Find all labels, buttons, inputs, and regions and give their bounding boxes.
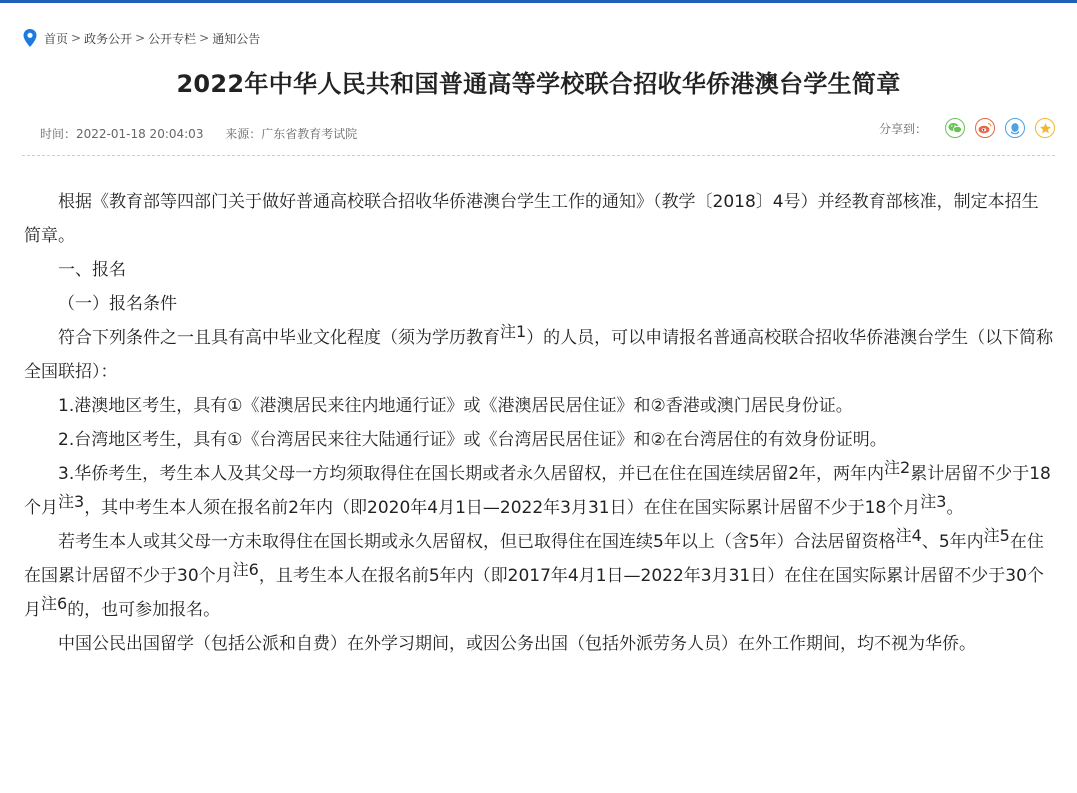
footnote-ref: 注6 xyxy=(232,560,259,579)
text-run: ）的人员，可以申请报名普通高校联合招收华侨港澳台学生（以下简称全国联招）： xyxy=(24,328,1054,382)
wechat-icon[interactable] xyxy=(945,118,965,138)
share-label: 分享到： xyxy=(878,121,927,136)
paragraph-conditions xyxy=(24,321,1054,389)
breadcrumb-home[interactable]: 首页 xyxy=(44,31,69,46)
breadcrumb-separator: > xyxy=(199,31,210,45)
footnote-ref: 注2 xyxy=(884,458,911,477)
text-run: 若考生本人或其父母一方未取得住在国长期或永久居留权，但已取得住在国连续5年以上（含5年）合法居留资格 xyxy=(58,532,896,552)
page-title: 2022年中华人民共和国普通高等学校联合招收华侨港澳台学生简章 xyxy=(176,70,901,98)
top-accent-bar xyxy=(0,0,1077,3)
footnote-ref: 注4 xyxy=(895,526,922,545)
breadcrumb-notices[interactable]: 通知公告 xyxy=(212,31,261,46)
text-run: 的，也可参加报名。 xyxy=(67,600,221,620)
breadcrumb-separator: > xyxy=(71,31,82,45)
breadcrumb-public-column[interactable]: 公开专栏 xyxy=(148,31,197,46)
paragraph-exclusion: 中国公民出国留学（包括公派和自费）在外学习期间，或因公务出国（包括外派劳务人员）在外工作期间，均不视为华侨。 xyxy=(58,634,976,654)
text-run: ，其中考生本人须在报名前2年内（即2020年4月1日—2022年3月31日）在住在国实际累计居留不少于18个月 xyxy=(84,498,921,518)
footnote-ref: 注1 xyxy=(500,322,527,341)
share-bar xyxy=(879,118,1055,138)
footnote-ref: 注6 xyxy=(41,594,68,613)
article-source: 来源：广东省教育考试院 xyxy=(225,127,358,141)
text-run: 、5年内 xyxy=(921,532,984,552)
qzone-icon[interactable] xyxy=(1035,118,1055,138)
text-run: ，且考生本人在报名前5年内（即2017年4月1日—2022年3月31日）在住在国实际累计居留不少于30个月 xyxy=(24,566,1044,620)
header-divider xyxy=(22,155,1055,156)
article-meta xyxy=(40,125,375,142)
footnote-ref: 注3 xyxy=(920,492,947,511)
paragraph-taiwan: 2.台湾地区考生，具有①《台湾居民来往大陆通行证》或《台湾居民居住证》和②在台湾居住的有效身份证明。 xyxy=(58,430,887,450)
paragraph-intro: 根据《教育部等四部门关于做好普通高校联合招收华侨港澳台学生工作的通知》（教学〔2018〕4号）并经教育部核准，制定本招生简章。 xyxy=(24,192,1039,246)
footnote-ref: 注5 xyxy=(983,526,1010,545)
section-heading: 一、报名 xyxy=(58,260,126,280)
location-pin-icon xyxy=(22,28,38,48)
breadcrumb xyxy=(22,28,260,48)
qq-icon[interactable] xyxy=(1005,118,1025,138)
text-run: 在住在国累计居留不少于30个月 xyxy=(24,532,1044,586)
paragraph-overseas-chinese xyxy=(24,457,1054,525)
paragraph-residency xyxy=(24,525,1054,627)
publish-time: 时间：2022-01-18 20:04:03 xyxy=(40,127,204,141)
text-run: 符合下列条件之一且具有高中毕业文化程度（须为学历教育 xyxy=(58,328,500,348)
article-body xyxy=(24,185,1054,661)
breadcrumb-gov-affairs[interactable]: 政务公开 xyxy=(84,31,133,46)
breadcrumb-separator: > xyxy=(135,31,146,45)
paragraph-hk-macao: 1.港澳地区考生，具有①《港澳居民来往内地通行证》或《港澳居民居住证》和②香港或澳门居民身份证。 xyxy=(58,396,853,416)
text-run: 累计居留不少于18个月 xyxy=(24,464,1051,518)
footnote-ref: 注3 xyxy=(58,492,85,511)
weibo-icon[interactable] xyxy=(975,118,995,138)
text-run: 。 xyxy=(946,498,964,518)
subsection-heading: （一）报名条件 xyxy=(58,294,177,314)
text-run: 3.华侨考生，考生本人及其父母一方均须取得住在国长期或者永久居留权，并已在住在国连续居留2年，两年内 xyxy=(58,464,885,484)
